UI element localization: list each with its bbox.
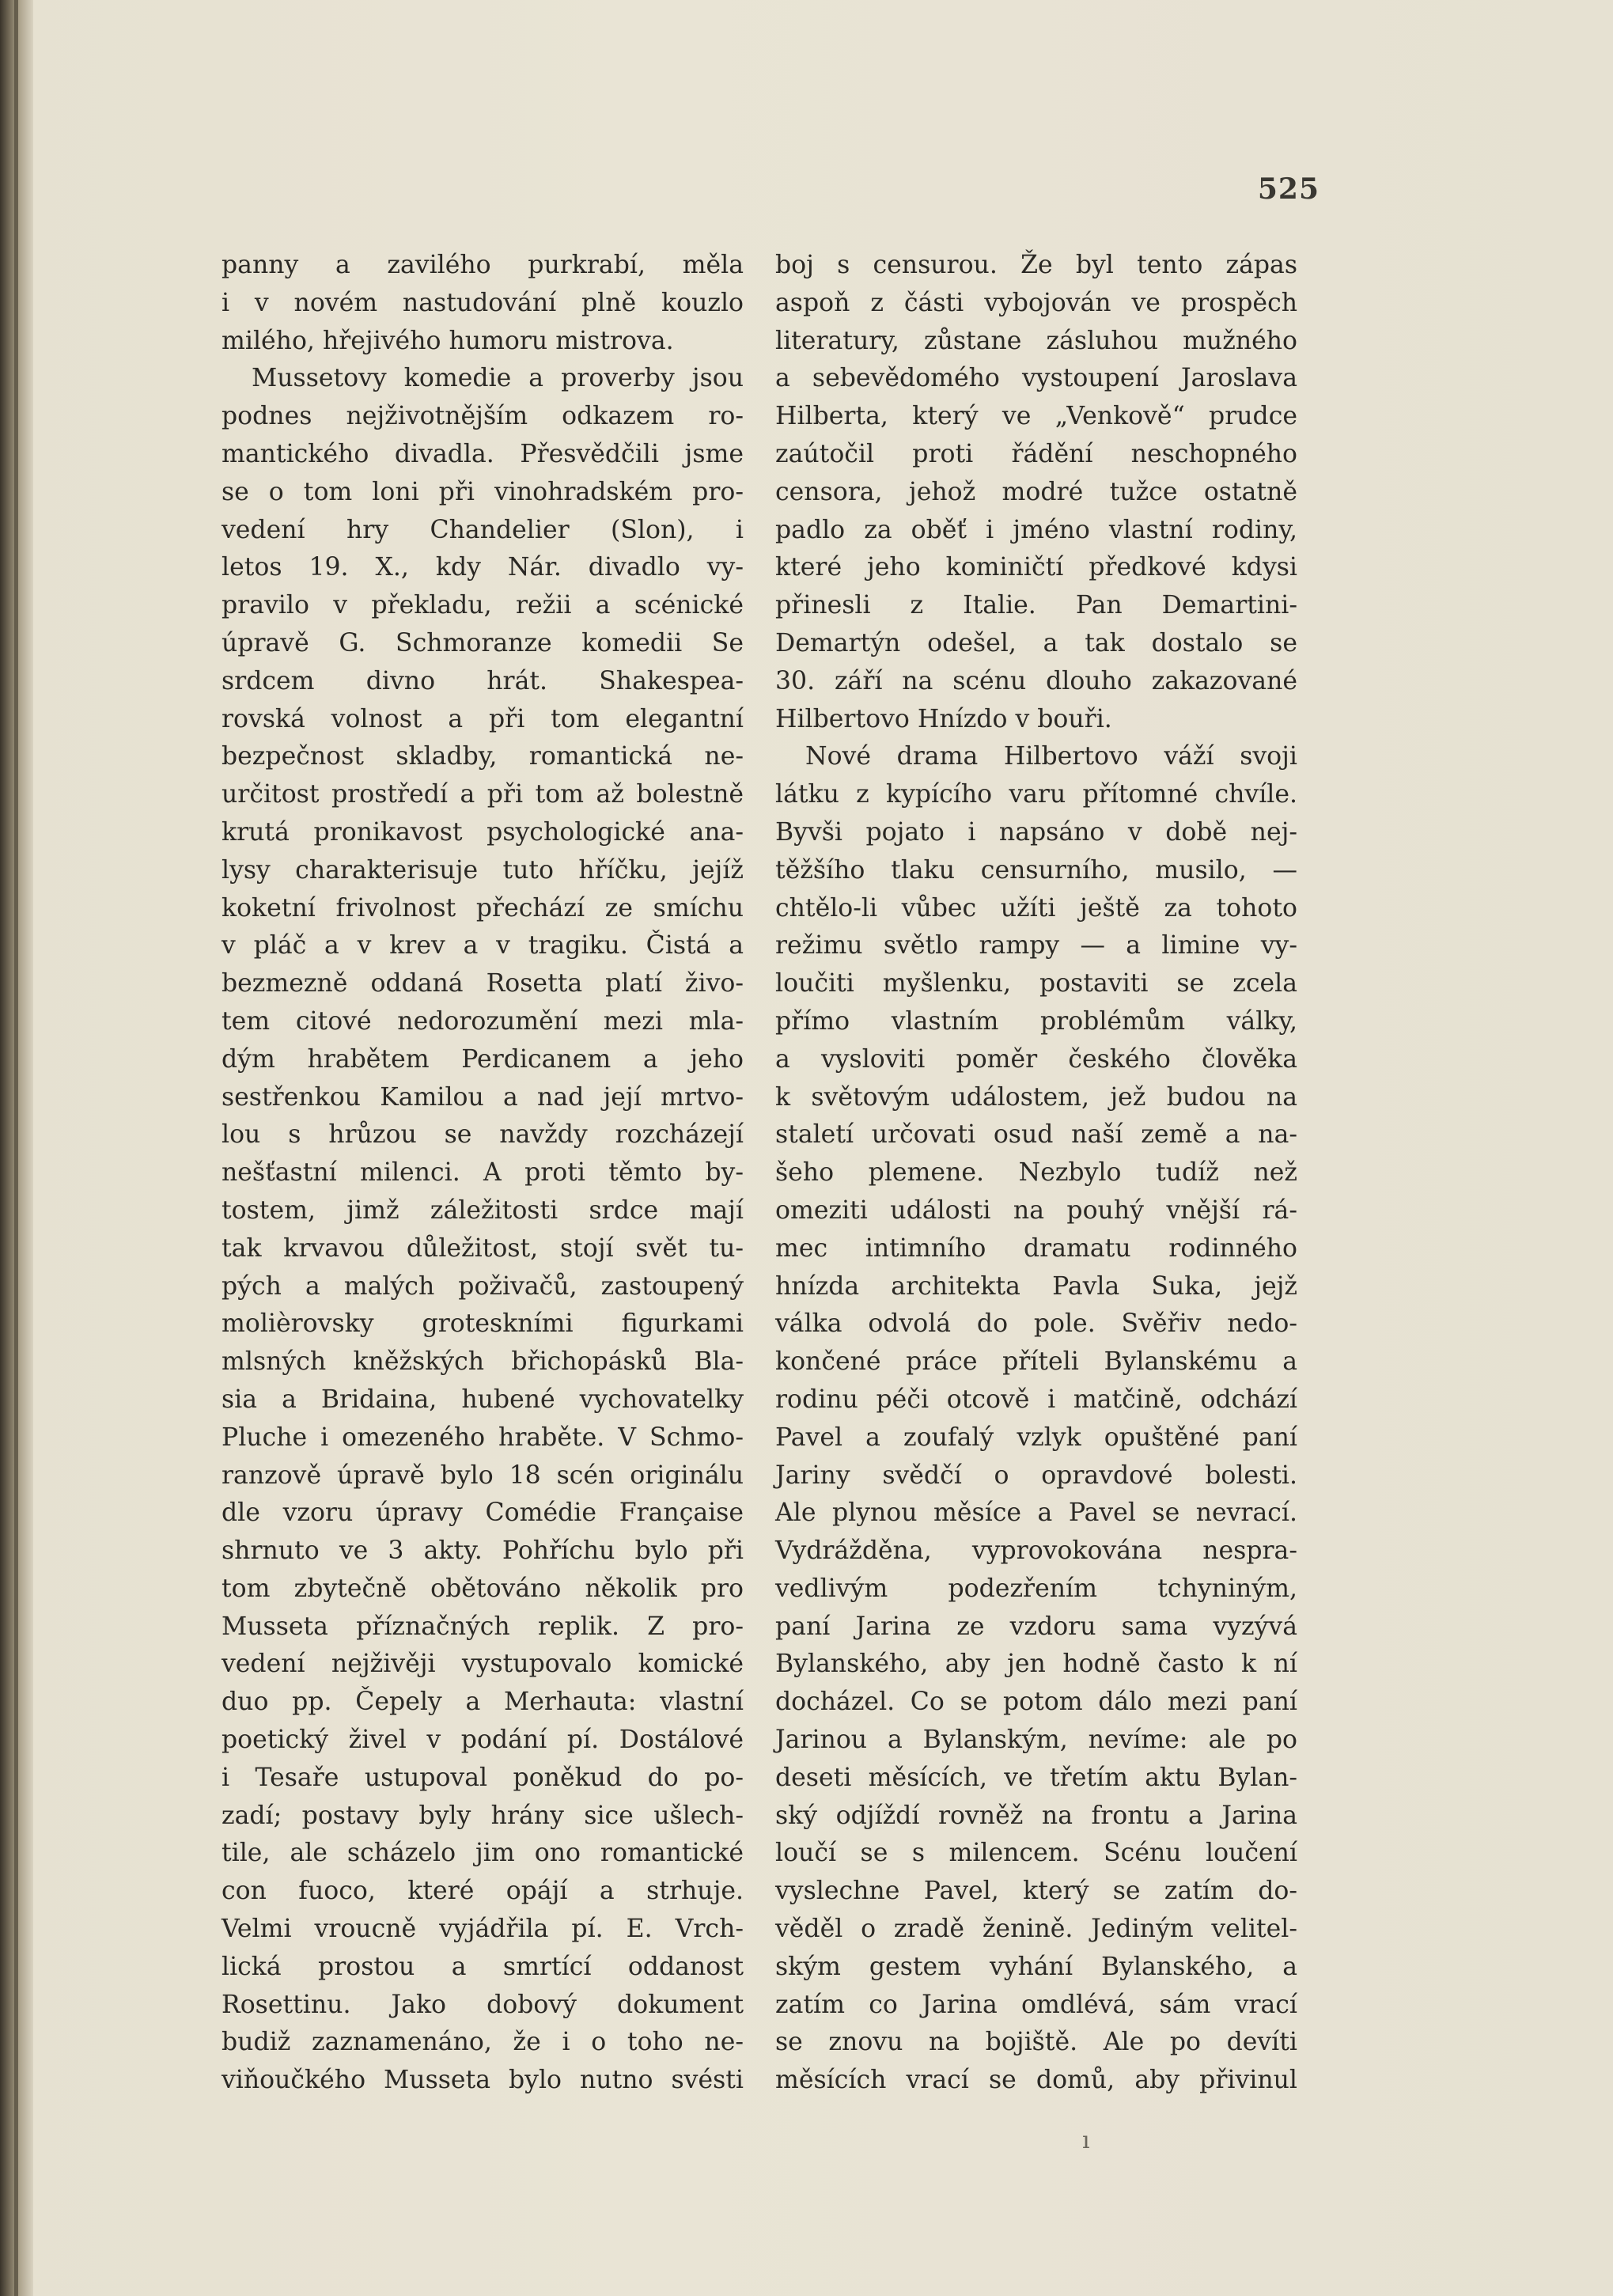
text-line: Demartýn odešel, a tak dostalo se <box>775 628 1297 657</box>
text-line: viňoučkého Musseta bylo nutno svésti <box>222 2066 744 2095</box>
text-line: loučí se s milencem. Scénu loučení <box>775 1839 1297 1868</box>
text-line: poetický živel v podání pí. Dostálové <box>222 1726 744 1755</box>
text-line: tile, ale scházelo jim ono romantické <box>222 1839 744 1868</box>
text-line: aspoň z části vybojován ve prospěch <box>775 288 1297 317</box>
text-line: dým hrabětem Perdicanem a jeho <box>222 1044 744 1074</box>
text-line: lou s hrůzou se navždy rozcházejí <box>222 1120 744 1150</box>
text-line: chtělo-li vůbec užíti ještě za tohoto <box>775 893 1297 923</box>
text-line: Velmi vroucně vyjádřila pí. E. Vrch- <box>222 1915 744 1944</box>
text-line: censora, jehož modré tužce ostatně <box>775 477 1297 506</box>
text-line: Rosettinu. Jako dobový dokument <box>222 1990 744 2019</box>
text-line: a sebevědomého vystoupení Jaroslava <box>775 364 1297 393</box>
text-line: zadí; postavy byly hrány sice ušlech- <box>222 1801 744 1830</box>
text-line: vedlivým podezřením tchyniným, <box>775 1574 1297 1603</box>
text-line: milého, hřejivého humoru mistrova. <box>222 326 674 355</box>
text-line: krutá pronikavost psychologické ana- <box>222 817 744 847</box>
text-line: literatury, zůstane zásluhou mužného <box>775 326 1297 355</box>
text-line: Byvši pojato i napsáno v době nej- <box>775 817 1297 847</box>
text-line: vedení hry Chandelier (Slon), i <box>222 515 744 544</box>
text-line: letos 19. X., kdy Nár. divadlo vy- <box>222 553 744 582</box>
text-line: sia a Bridaina, hubené vychovatelky <box>222 1385 744 1414</box>
text-line: Mussetovy komedie a proverby jsou <box>252 364 744 393</box>
text-line: padlo za oběť i jméno vlastní rodiny, <box>775 515 1297 544</box>
text-line: se znovu na bojiště. Ale po devíti <box>775 2028 1297 2057</box>
text-line: koketní frivolnost přechází ze smíchu <box>222 893 744 923</box>
text-line: paní Jarina ze vzdoru sama vyzývá <box>775 1612 1297 1641</box>
right-text-column <box>775 247 1297 2100</box>
text-line: nešťastní milenci. A proti těmto by- <box>222 1158 744 1188</box>
text-line: duo pp. Čepely a Merhauta: vlastní <box>222 1688 744 1717</box>
text-line: podnes nejživotnějším odkazem ro- <box>222 402 744 431</box>
text-line: šeho plemene. Nezbylo tudíž než <box>775 1158 1297 1188</box>
text-line: lická prostou a smrtící oddanost <box>222 1952 744 1981</box>
text-line: i Tesaře ustupoval poněkud do po- <box>222 1763 744 1792</box>
text-line: těžšího tlaku censurního, musilo, — <box>775 855 1297 885</box>
text-line: con fuoco, které opájí a strhuje. <box>222 1877 744 1906</box>
text-line: věděl o zradě ženině. Jediným velitel- <box>775 1915 1297 1944</box>
text-line: dle vzoru úpravy Comédie Française <box>222 1498 744 1528</box>
text-line: Ale plynou měsíce a Pavel se nevrací. <box>775 1498 1297 1528</box>
text-line: vyslechne Pavel, který se zatím do- <box>775 1877 1297 1906</box>
text-line: zaútočil proti řádění neschopného <box>775 439 1297 468</box>
text-line: končené práce příteli Bylanskému a <box>775 1347 1297 1377</box>
text-line: Nové drama Hilbertovo váží svoji <box>805 742 1297 771</box>
text-line: 30. září na scénu dlouho zakazované <box>775 666 1297 695</box>
text-line: staletí určovati osud naší země a na- <box>775 1120 1297 1150</box>
text-line: panny a zavilého purkrabí, měla <box>222 251 744 279</box>
text-line: sestřenkou Kamilou a nad její mrtvo- <box>222 1082 744 1112</box>
text-line: mantického divadla. Přesvědčili jsme <box>222 439 744 468</box>
text-line: měsících vrací se domů, aby přivinul <box>775 2066 1297 2095</box>
text-line: vedení nejživěji vystupovalo komické <box>222 1650 744 1679</box>
text-line: přinesli z Italie. Pan Demartini- <box>775 591 1297 620</box>
page-foot-mark: ı <box>1082 2127 1090 2154</box>
text-line: tostem, jimž záležitosti srdce mají <box>222 1195 744 1225</box>
text-line: docházel. Co se potom dálo mezi paní <box>775 1688 1297 1717</box>
text-line: které jeho kominičtí předkové kdysi <box>775 553 1297 582</box>
text-line: určitost prostředí a při tom až bolestně <box>222 780 744 809</box>
text-line: ským gestem vyhání Bylanského, a <box>775 1952 1297 1981</box>
text-line: pravilo v překladu, režii a scénické <box>222 591 744 620</box>
text-line: i v novém nastudování plně kouzlo <box>222 288 744 317</box>
text-line: k světovým událostem, jež budou na <box>775 1082 1297 1112</box>
text-line: budiž zaznamenáno, že i o toho ne- <box>222 2028 744 2057</box>
text-line: Pavel a zoufalý vzlyk opuštěné paní <box>775 1423 1297 1452</box>
text-line: pých a malých poživačů, zastoupený <box>222 1271 744 1301</box>
text-line: tom zbytečně obětováno několik pro <box>222 1574 744 1603</box>
text-line: látku z kypícího varu přítomné chvíle. <box>775 780 1297 809</box>
text-line: Hilbertovo Hnízdo v bouři. <box>775 704 1112 733</box>
text-line: rodinu péči otcově i matčině, odchází <box>775 1385 1297 1414</box>
left-text-column <box>222 247 744 2100</box>
book-binding-line <box>14 0 18 2296</box>
text-line: omeziti události na pouhý vnější rá- <box>775 1195 1297 1225</box>
text-line: mlsných kněžských břichopásků Bla- <box>222 1347 744 1377</box>
text-line: srdcem divno hrát. Shakespea- <box>222 666 744 695</box>
text-line: úpravě G. Schmoranze komedii Se <box>222 628 744 657</box>
text-line: se o tom loni při vinohradském pro- <box>222 477 744 506</box>
text-line: bezmezně oddaná Rosetta platí živo- <box>222 969 744 998</box>
text-line: tak krvavou důležitost, stojí svět tu- <box>222 1233 744 1263</box>
page-number: 525 <box>1257 172 1320 206</box>
text-line: režimu světlo rampy — a limine vy- <box>775 931 1297 960</box>
text-line: Pluche i omezeného hraběte. V Schmo- <box>222 1423 744 1452</box>
text-line: bezpečnost skladby, romantická ne- <box>222 742 744 771</box>
text-line: tem citové nedorozumění mezi mla- <box>222 1006 744 1036</box>
text-line: Bylanského, aby jen hodně často k ní <box>775 1650 1297 1679</box>
text-line: lysy charakterisuje tuto hříčku, jejíž <box>222 855 744 885</box>
text-line: hnízda architekta Pavla Suka, jejž <box>775 1271 1297 1301</box>
text-line: přímo vlastním problémům války, <box>775 1006 1297 1036</box>
text-line: zatím co Jarina omdlévá, sám vrací <box>775 1990 1297 2019</box>
text-line: ranzově úpravě bylo 18 scén originálu <box>222 1461 744 1490</box>
text-line: boj s censurou. Že byl tento zápas <box>775 251 1297 279</box>
text-line: Hilberta, který ve „Venkově“ prudce <box>775 402 1297 431</box>
text-line: a vysloviti poměr českého člověka <box>775 1044 1297 1074</box>
text-line: ský odjíždí rovněž na frontu a Jarina <box>775 1801 1297 1830</box>
text-line: molièrovsky groteskními figurkami <box>222 1309 744 1339</box>
text-line: mec intimního dramatu rodinného <box>775 1233 1297 1263</box>
text-line: Musseta příznačných replik. Z pro- <box>222 1612 744 1641</box>
text-line: shrnuto ve 3 akty. Pohříchu bylo při <box>222 1536 744 1566</box>
text-line: Jarinou a Bylanským, nevíme: ale po <box>775 1726 1297 1755</box>
text-line: deseti měsících, ve třetím aktu Bylan- <box>775 1763 1297 1792</box>
text-line: loučiti myšlenku, postaviti se zcela <box>775 969 1297 998</box>
text-line: v pláč a v krev a v tragiku. Čistá a <box>222 931 744 960</box>
text-line: rovská volnost a při tom elegantní <box>222 704 744 733</box>
text-line: Jariny svědčí o opravdové bolesti. <box>775 1461 1297 1490</box>
text-line: Vydrážděna, vyprovokována nespra- <box>775 1536 1297 1566</box>
text-line: válka odvolá do pole. Svěřiv nedo- <box>775 1309 1297 1339</box>
